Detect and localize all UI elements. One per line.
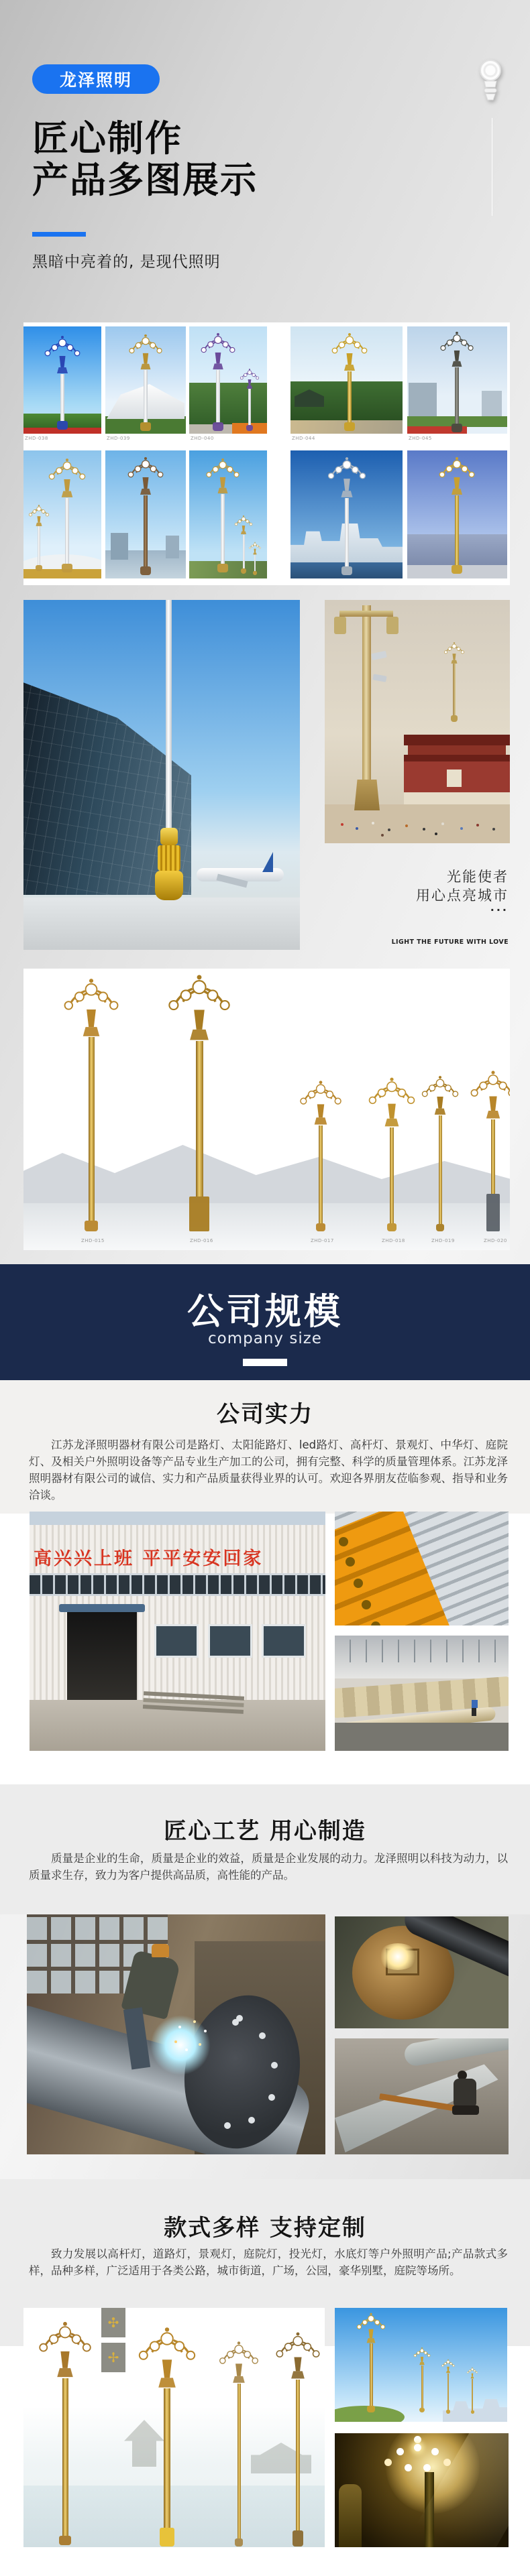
weld-sparks bbox=[178, 2026, 181, 2028]
ground bbox=[30, 1700, 325, 1751]
window bbox=[208, 1624, 252, 1658]
crowd-dots bbox=[341, 823, 343, 826]
product-code: ZHD-016 bbox=[190, 1238, 213, 1243]
weld-glow bbox=[378, 1943, 418, 1970]
lamp-illustration bbox=[42, 334, 83, 430]
building bbox=[166, 536, 179, 558]
magnolia-lamps-photo bbox=[23, 2308, 325, 2547]
roof-trusses bbox=[335, 1640, 509, 1662]
pole-bases-photo bbox=[335, 1512, 509, 1626]
product-code: ZHD-044 bbox=[292, 436, 315, 441]
warehouse-photo bbox=[335, 1636, 509, 1751]
detail-thumbnail: ✣ bbox=[101, 2308, 125, 2337]
variety-heading: 款式多样 支持定制 bbox=[164, 2215, 366, 2242]
product-code: ZHD-045 bbox=[409, 436, 432, 441]
craft-heading: 匠心工艺 用心制造 bbox=[164, 1818, 366, 1845]
pole-pedestal bbox=[354, 780, 380, 810]
product-photo bbox=[290, 450, 403, 578]
pole-crossarm bbox=[339, 611, 393, 617]
flange-bolt-holes bbox=[236, 2015, 243, 2022]
lantern bbox=[334, 617, 346, 634]
detail-thumbnail: ✢ bbox=[101, 2343, 125, 2372]
worker-body bbox=[454, 2079, 476, 2108]
flange-holes bbox=[339, 1537, 348, 1546]
craft-section-bg bbox=[0, 1784, 530, 1914]
product-photo-zhd045 bbox=[407, 326, 507, 434]
strength-paragraph: 江苏龙泽照明器材有限公司是路灯、太阳能路灯、led路灯、高杆灯、景观灯、中华灯、庭院灯、及相关户外照明设备等产品专业生产加工的公司，拥有完整、科学的质量管理体系。江苏龙泽照明器材有限公司的诚信、实力和产品质量获得业界的认可。欢迎各界朋友莅临参观、指导和业务洽谈。 bbox=[29, 1438, 508, 1501]
window bbox=[154, 1624, 199, 1658]
gold-lamp-base bbox=[155, 828, 183, 902]
title-underline bbox=[32, 232, 86, 237]
magnolia-lamp bbox=[217, 2340, 261, 2547]
tree-trunk bbox=[339, 2484, 362, 2547]
panorama-lamp bbox=[60, 977, 122, 1231]
cctv-camera bbox=[372, 674, 386, 682]
showcase-tagline: LIGHT THE FUTURE WITH LOVE bbox=[391, 938, 509, 946]
product-photo-zhd044 bbox=[290, 326, 403, 434]
product-photo bbox=[23, 450, 101, 578]
panorama-lamp bbox=[366, 1076, 418, 1231]
lamp-pole bbox=[166, 600, 172, 833]
panorama-lamp bbox=[419, 1075, 461, 1231]
lamp-illustration-small bbox=[239, 368, 260, 431]
worker-legs bbox=[472, 1708, 476, 1716]
lamp-illustration-small bbox=[248, 542, 262, 575]
product-code: ZHD-040 bbox=[191, 436, 214, 441]
panorama-lamp bbox=[468, 1069, 510, 1231]
showcase-dots: ... bbox=[490, 901, 509, 914]
showcase-photo-airport bbox=[23, 600, 300, 950]
page-title bbox=[32, 118, 258, 201]
product-grid-panel bbox=[23, 322, 510, 585]
company-size-title: 公司规模 bbox=[187, 1290, 343, 1333]
lamp-illustration bbox=[438, 330, 476, 432]
product-photo bbox=[407, 450, 507, 578]
banner-dash bbox=[243, 1359, 287, 1366]
plaza-crowd bbox=[325, 804, 510, 843]
door-awning bbox=[59, 1604, 145, 1612]
product-photo-zhd040 bbox=[189, 326, 267, 434]
window bbox=[262, 1624, 306, 1658]
page-title-line1: 匠心制作 bbox=[32, 117, 182, 160]
worker bbox=[472, 1700, 478, 1708]
night-lamp-photo bbox=[335, 2433, 509, 2547]
lamp-illustration bbox=[437, 456, 477, 574]
window-band bbox=[30, 1573, 325, 1596]
golden-lamp bbox=[441, 2359, 456, 2414]
showcase-photo-square bbox=[325, 600, 510, 843]
brand-badge-label: 龙泽照明 bbox=[59, 70, 132, 90]
weld-glow bbox=[150, 2015, 211, 2075]
magnolia-lamp bbox=[273, 2331, 323, 2547]
golden-lamp bbox=[355, 2312, 387, 2412]
worker-legs bbox=[452, 2105, 479, 2115]
product-code: ZHD-017 bbox=[311, 1238, 334, 1243]
cone-pole bbox=[335, 2059, 509, 2154]
product-code: ZHD-020 bbox=[484, 1238, 507, 1243]
panorama-lamp bbox=[164, 973, 234, 1231]
lamp-illustration bbox=[325, 456, 368, 575]
apron-ground bbox=[23, 898, 300, 950]
lamp-globes bbox=[414, 2444, 421, 2451]
lamp-illustration bbox=[199, 332, 237, 431]
lamp-illustration bbox=[127, 333, 164, 431]
showcase-slogan-line2: 用心点亮城市 bbox=[416, 887, 509, 904]
factory-slogan: 高兴兴上班 平平安安回家 bbox=[34, 1548, 264, 1569]
variety-paragraph: 致力发展以高杆灯，道路灯，景观灯，庭院灯，投光灯，水底灯等户外照明产品;产品款式多样，品种多样，广泛适用于各类公路，城市街道，广场，公园，豪华别墅，庭院等场所。 bbox=[29, 2248, 508, 2277]
factory-door bbox=[67, 1612, 137, 1702]
lamp-illustration bbox=[46, 457, 88, 572]
strength-heading: 公司实力 bbox=[217, 1401, 313, 1428]
product-code: ZHD-038 bbox=[25, 436, 48, 441]
golden-lamp bbox=[413, 2347, 431, 2412]
magnolia-lamp bbox=[135, 2325, 199, 2547]
product-code: ZHD-015 bbox=[81, 1238, 105, 1243]
lamp-illustration-small bbox=[28, 504, 50, 571]
page-title-line2: 产品多图展示 bbox=[32, 159, 258, 201]
machining-photo bbox=[335, 1916, 509, 2028]
lightbulb-icon bbox=[476, 59, 505, 103]
welding-photo bbox=[27, 1914, 325, 2154]
floor bbox=[335, 1723, 509, 1751]
airplane bbox=[190, 851, 290, 894]
product-code: ZHD-019 bbox=[431, 1238, 455, 1243]
golden-lamp bbox=[466, 2367, 478, 2414]
page-subtitle: 黑暗中亮着的, 是现代照明 bbox=[32, 253, 221, 271]
magnolia-lamp bbox=[36, 2320, 95, 2545]
company-size-subtitle: company size bbox=[208, 1330, 322, 1347]
far-lamp bbox=[443, 641, 466, 722]
craft-paragraph: 质量是企业的生命，质量是企业的效益，质量是企业发展的动力。龙泽照明以科技为动力，以质量求生存，致力为客户提供高品质，高性能的产品。 bbox=[29, 1852, 508, 1882]
building bbox=[409, 383, 437, 418]
product-photo-zhd038 bbox=[23, 326, 101, 434]
panorama-lamp bbox=[297, 1079, 344, 1231]
lamp-illustration bbox=[125, 456, 166, 575]
showcase-slogan-line1: 光能使者 bbox=[447, 869, 509, 885]
product-photo-zhd039 bbox=[105, 326, 186, 434]
product-code: ZHD-018 bbox=[382, 1238, 405, 1243]
lantern bbox=[386, 617, 399, 634]
product-photo bbox=[189, 450, 267, 578]
product-photo bbox=[105, 450, 186, 578]
lamp-illustration bbox=[329, 332, 370, 431]
building bbox=[482, 391, 502, 418]
cctv-pole bbox=[362, 605, 371, 781]
brand-badge bbox=[32, 64, 160, 94]
gate-building bbox=[404, 735, 510, 804]
product-code: ZHD-039 bbox=[107, 436, 130, 441]
panorama-lamp-lineup bbox=[23, 969, 510, 1250]
cctv-camera bbox=[371, 651, 387, 660]
sky-lamps-photo bbox=[335, 2308, 507, 2422]
cone-pole-photo bbox=[335, 2038, 509, 2154]
finished-pole bbox=[403, 2038, 509, 2067]
welder-cap bbox=[152, 1944, 169, 1957]
factory-photo bbox=[30, 1512, 325, 1751]
